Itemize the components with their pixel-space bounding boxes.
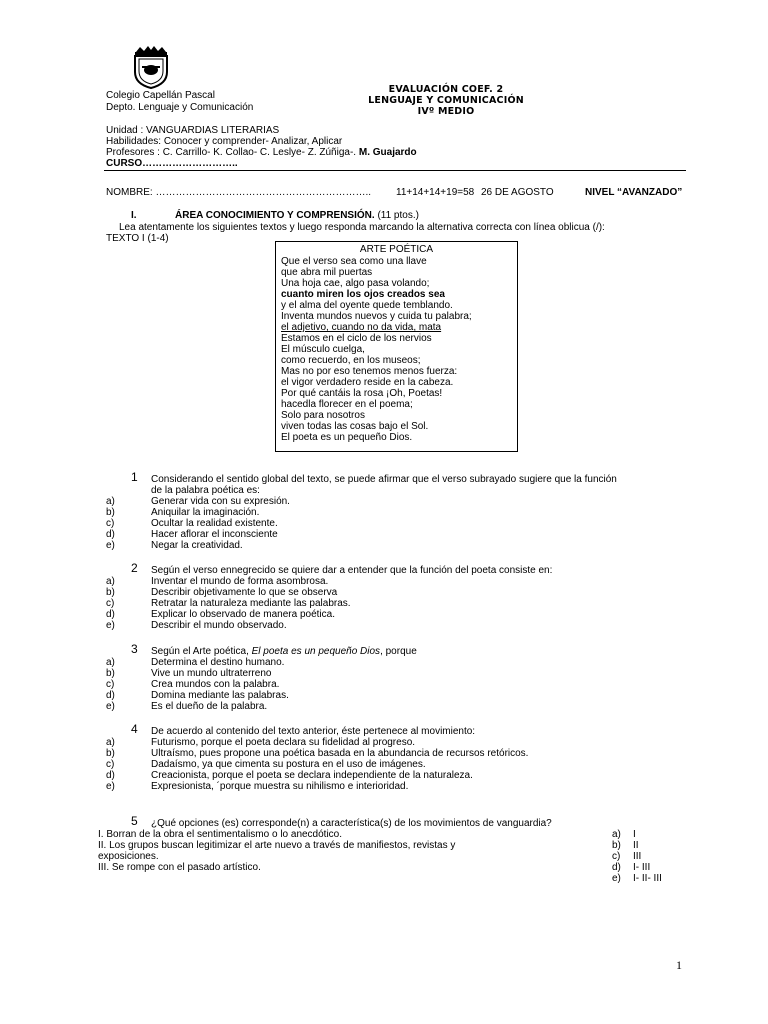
q3-post: , porque bbox=[380, 646, 417, 657]
q2-option-letter: b) bbox=[106, 587, 115, 598]
q2-option-c[interactable]: Retratar la naturaleza mediante las palabras. bbox=[151, 598, 351, 609]
section-number: I. bbox=[131, 210, 137, 221]
poem-line: Que el verso sea como una llave bbox=[281, 256, 427, 267]
q3-option-letter: d) bbox=[106, 690, 115, 701]
q4-option-a[interactable]: Futurismo, porque el poeta declara su fidelidad al progreso. bbox=[151, 737, 416, 748]
poem-line: Solo para nosotros bbox=[281, 410, 365, 421]
poem-line: Inventa mundos nuevos y cuida tu palabra; bbox=[281, 311, 472, 322]
q1-option-e[interactable]: Negar la creatividad. bbox=[151, 540, 243, 551]
q1-option-letter: d) bbox=[106, 529, 115, 540]
poem-line: como recuerdo, en los museos; bbox=[281, 355, 421, 366]
page-number: 1 bbox=[676, 958, 682, 972]
header-divider bbox=[104, 170, 686, 171]
q2-option-letter: e) bbox=[106, 620, 115, 631]
q1-option-c[interactable]: Ocultar la realidad existente. bbox=[151, 518, 278, 529]
poem-line: viven todas las cosas bajo el Sol. bbox=[281, 421, 429, 432]
poem-line: que abra mil puertas bbox=[281, 267, 373, 278]
student-name-field: NOMBRE: ……………………………………………………….. bbox=[106, 187, 372, 198]
q5-option-letter: d) bbox=[612, 862, 621, 873]
q2-option-letter: c) bbox=[106, 598, 115, 609]
school-crest-logo bbox=[128, 44, 174, 90]
poem-line: el vigor verdadero reside en la cabeza. bbox=[281, 377, 454, 388]
question-1-text: Considerando el sentido global del texto, se puede afirmar que el verso subrayado sugiere que la función bbox=[151, 474, 617, 485]
q3-option-a[interactable]: Determina el destino humano. bbox=[151, 657, 285, 668]
question-3-number: 3 bbox=[131, 642, 138, 656]
department: Depto. Lenguaje y Comunicación bbox=[106, 102, 254, 113]
question-1-number: 1 bbox=[131, 470, 138, 484]
level-label: NIVEL “AVANZADO” bbox=[585, 187, 683, 198]
q5-option-letter: b) bbox=[612, 840, 621, 851]
question-2-number: 2 bbox=[131, 561, 138, 575]
q1-option-a[interactable]: Generar vida con su expresión. bbox=[151, 496, 290, 507]
q2-option-a[interactable]: Inventar el mundo de forma asombrosa. bbox=[151, 576, 329, 587]
q5-option-a[interactable]: I bbox=[633, 829, 636, 840]
q3-option-letter: a) bbox=[106, 657, 115, 668]
q5-statement-2-cont: exposiciones. bbox=[98, 851, 159, 862]
q2-option-e[interactable]: Describir el mundo observado. bbox=[151, 620, 287, 631]
q3-option-letter: b) bbox=[106, 668, 115, 679]
q4-option-letter: c) bbox=[106, 759, 115, 770]
teachers-names: Profesores : C. Carrillo- K. Collao- C. Leslye- Z. Zúñiga-. bbox=[106, 147, 357, 158]
teacher-bold: M. Guajardo bbox=[358, 147, 417, 158]
q2-option-d[interactable]: Explicar lo observado de manera poética. bbox=[151, 609, 335, 620]
q2-option-letter: a) bbox=[106, 576, 115, 587]
poem-line: y el alma del oyente quede temblando. bbox=[281, 300, 453, 311]
q1-option-d[interactable]: Hacer aflorar el inconsciente bbox=[151, 529, 278, 540]
q4-option-e[interactable]: Expresionista, ´porque muestra su nihilismo e interioridad. bbox=[151, 781, 409, 792]
poem-line-bold: cuanto miren los ojos creados sea bbox=[281, 289, 445, 300]
poem-title: ARTE POÉTICA bbox=[359, 244, 434, 255]
section-heading bbox=[175, 210, 419, 221]
q5-option-c[interactable]: III bbox=[633, 851, 642, 862]
section-points: (11 ptos.) bbox=[377, 210, 419, 221]
poem-line: Mas no por eso tenemos menos fuerza: bbox=[281, 366, 458, 377]
teachers-line bbox=[106, 147, 417, 158]
grade-title: IVº MEDIO bbox=[417, 106, 475, 117]
poem-box bbox=[275, 241, 518, 452]
text-label: TEXTO I (1-4) bbox=[106, 233, 169, 244]
q1-option-letter: c) bbox=[106, 518, 115, 529]
q4-option-d[interactable]: Creacionista, porque el poeta se declara independiente de la naturaleza. bbox=[151, 770, 473, 781]
question-5-text: ¿Qué opciones (es) corresponde(n) a característica(s) de los movimientos de vanguardia? bbox=[151, 818, 552, 829]
score-formula: 11+14+14+19=58 bbox=[396, 187, 475, 198]
q1-option-b[interactable]: Aniquilar la imaginación. bbox=[151, 507, 260, 518]
exam-title: EVALUACIÓN COEF. 2 bbox=[388, 84, 504, 95]
section-instruction: Lea atentamente los siguientes textos y luego responda marcando la alternativa correcta con línea oblicua (/): bbox=[119, 222, 605, 233]
q4-option-letter: a) bbox=[106, 737, 115, 748]
unit-line: Unidad : VANGUARDIAS LITERARIAS bbox=[106, 125, 280, 136]
q4-option-letter: b) bbox=[106, 748, 115, 759]
q5-option-letter: a) bbox=[612, 829, 621, 840]
subject-title: LENGUAJE Y COMUNICACIÓN bbox=[368, 95, 524, 106]
section-title: ÁREA CONOCIMIENTO Y COMPRENSIÓN. bbox=[175, 210, 375, 221]
q5-option-letter: e) bbox=[612, 873, 621, 884]
poem-line: hacedla florecer en el poema; bbox=[281, 399, 413, 410]
q5-statement-3: III. Se rompe con el pasado artístico. bbox=[98, 862, 261, 873]
q4-option-c[interactable]: Dadaísmo, ya que cimenta su postura en el uso de imágenes. bbox=[151, 759, 426, 770]
exam-date: 26 DE AGOSTO bbox=[481, 187, 554, 198]
q2-option-letter: d) bbox=[106, 609, 115, 620]
poem-line: Por qué cantáis la rosa ¡Oh, Poetas! bbox=[281, 388, 443, 399]
question-4-number: 4 bbox=[131, 722, 138, 736]
poem-line-underlined: el adjetivo, cuando no da vida, mata bbox=[281, 322, 442, 333]
question-4-text: De acuerdo al contenido del texto anterior, éste pertenece al movimiento: bbox=[151, 726, 476, 737]
question-1-text-cont: de la palabra poética es: bbox=[151, 485, 260, 496]
q5-option-d[interactable]: I- III bbox=[633, 862, 651, 873]
course-line: CURSO……………………….. bbox=[106, 158, 238, 169]
q3-option-d[interactable]: Domina mediante las palabras. bbox=[151, 690, 289, 701]
question-2-text: Según el verso ennegrecido se quiere dar a entender que la función del poeta consiste en: bbox=[151, 565, 553, 576]
q5-option-letter: c) bbox=[612, 851, 621, 862]
poem-line: El músculo cuelga, bbox=[281, 344, 365, 355]
q2-option-b[interactable]: Describir objetivamente lo que se observa bbox=[151, 587, 338, 598]
q1-option-letter: a) bbox=[106, 496, 115, 507]
q3-option-c[interactable]: Crea mundos con la palabra. bbox=[151, 679, 280, 690]
question-3-text bbox=[151, 646, 417, 657]
q3-option-letter: c) bbox=[106, 679, 115, 690]
q4-option-letter: d) bbox=[106, 770, 115, 781]
q5-statement-2: II. Los grupos buscan legitimizar el arte nuevo a través de manifiestos, revistas y bbox=[98, 840, 456, 851]
poem-line: Estamos en el ciclo de los nervios bbox=[281, 333, 432, 344]
q4-option-letter: e) bbox=[106, 781, 115, 792]
q5-option-e[interactable]: I- II- III bbox=[633, 873, 662, 884]
q5-statement-1: I. Borran de la obra el sentimentalismo o lo anecdótico. bbox=[98, 829, 343, 840]
q5-option-b[interactable]: II bbox=[633, 840, 639, 851]
q3-option-letter: e) bbox=[106, 701, 115, 712]
q1-option-letter: b) bbox=[106, 507, 115, 518]
q3-italic: El poeta es un pequeño Dios bbox=[251, 646, 381, 657]
q3-option-b[interactable]: Vive un mundo ultraterreno bbox=[151, 668, 272, 679]
q3-option-e[interactable]: Es el dueño de la palabra. bbox=[151, 701, 268, 712]
q1-option-letter: e) bbox=[106, 540, 115, 551]
q3-pre: Según el Arte poética, bbox=[151, 646, 252, 657]
q4-option-b[interactable]: Ultraísmo, pues propone una poética basada en la abundancia de recursos retóricos. bbox=[151, 748, 529, 759]
poem-line: El poeta es un pequeño Dios. bbox=[281, 432, 413, 443]
question-5-number: 5 bbox=[131, 814, 138, 828]
poem-line: Una hoja cae, algo pasa volando; bbox=[281, 278, 430, 289]
skills-line: Habilidades: Conocer y comprender- Analizar, Aplicar bbox=[106, 136, 343, 147]
school-name: Colegio Capellán Pascal bbox=[106, 90, 215, 101]
